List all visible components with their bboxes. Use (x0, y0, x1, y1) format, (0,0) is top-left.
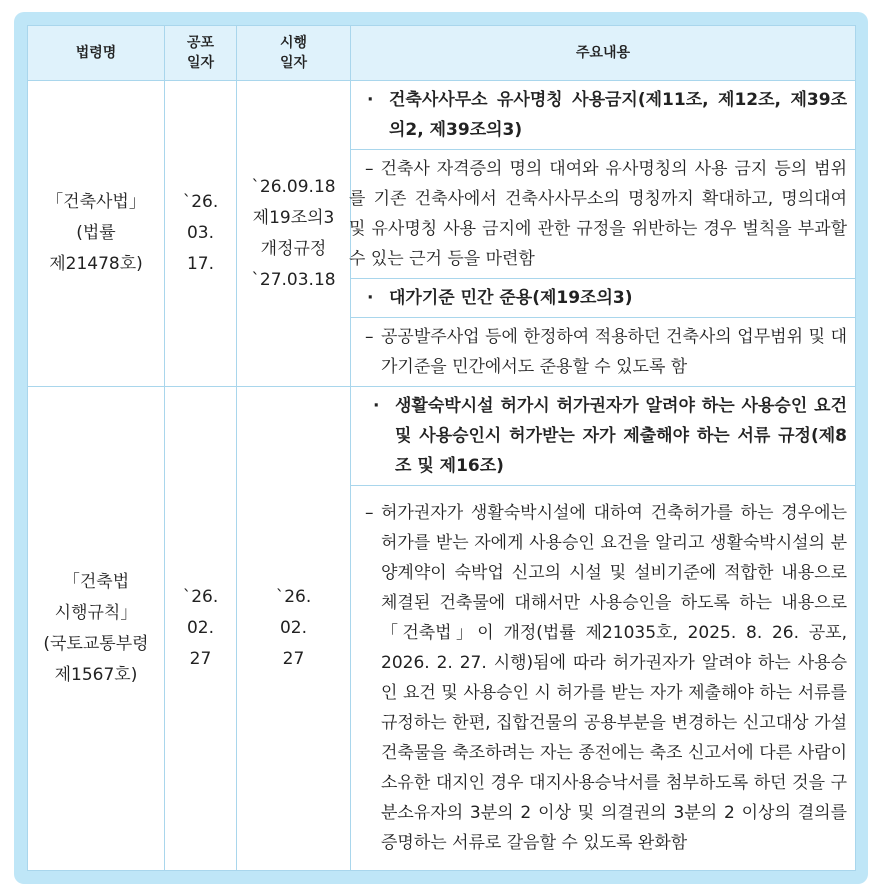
table-row (28, 387, 856, 486)
law-name-cell: 「건축법 시행규칙」 (국토교통부령 제1567호) (28, 387, 165, 871)
item-title: 생활숙박시설 허가시 허가권자가 알려야 하는 사용승인 요건 및 사용승인시 허가받는 자가 제출해야 하는 서류 규정(제8조 및 제16조) (395, 396, 847, 476)
table-row (28, 81, 856, 150)
content-detail-cell (351, 318, 856, 387)
item-title: 대가기준 민간 준용(제19조의3) (389, 288, 633, 308)
bullet-mark: · (367, 288, 374, 308)
table-frame (14, 12, 868, 884)
header-main-content: 주요내용 (351, 26, 856, 81)
promulgation-date-cell: `26. 02. 27 (165, 387, 237, 871)
promulgation-date-cell: `26. 03. 17. (165, 81, 237, 387)
law-revision-table (27, 25, 856, 871)
content-detail-cell (351, 150, 856, 279)
content-title-cell (351, 387, 856, 486)
bullet-mark: · (367, 90, 374, 110)
header-promulgation-date: 공포 일자 (165, 26, 237, 81)
header-effective-date: 시행 일자 (237, 26, 351, 81)
effective-date-cell: `26. 02. 27 (237, 387, 351, 871)
header-row (28, 26, 856, 81)
content-title-cell (351, 279, 856, 318)
item-detail: 허가권자가 생활숙박시설에 대하여 건축허가를 하는 경우에는 허가를 받는 자에게 사용승인 요건을 알리고 생활숙박시설의 분양계약이 숙박업 신고의 시설 및 설비기준에 적합한 내용으로 체결된 건축물에 대해서만 사용승인을 하도록 하는 내용으로 「건축법」이 개정(법률 제21035호, 2025. 8. 26. 공포, 2026. 2. 27. 시행)됨에 따라 허가권자가 알려야 하는 사용승인 요건 및 사용승인 시 허가를 받는 자가 제출해야 하는 서류를 규정하는 한편, 집합건물의 공용부분을 변경하는 신고대상 가설건축물을 축조하려는 자는 종전에는 축조 신고서에 다른 사람이 소유한 대지인 경우 대지사용승낙서를 첨부하도록 하던 것을 구분소유자의 3분의 2 이상 및 의결권의 3분의 2 이상의 결의를 증명하는 서류로 갈음할 수 있도록 완화함 (381, 503, 847, 853)
item-detail: 공공발주사업 등에 한정하여 적용하던 건축사의 업무범위 및 대가기준을 민간에서도 준용할 수 있도록 함 (381, 327, 847, 377)
law-name-cell: 「건축사법」 (법률 제21478호) (28, 81, 165, 387)
item-detail: – 건축사 자격증의 명의 대여와 유사명칭의 사용 금지 등의 범위를 기존 건축사에서 건축사사무소의 명칭까지 확대하고, 명의대여 및 유사명칭 사용 금지에 관한 규정을 위반하는 경우 벌칙을 부과할 수 있는 근거 등을 마련함 (349, 154, 847, 274)
header-law-name: 법령명 (28, 26, 165, 81)
item-title: 건축사사무소 유사명칭 사용금지(제11조, 제12조, 제39조의2, 제39조의3) (389, 90, 847, 140)
content-detail-cell (351, 486, 856, 871)
effective-date-cell: `26.09.18 제19조의3 개정규정 `27.03.18 (237, 81, 351, 387)
dash-mark: – (365, 327, 374, 347)
dash-mark: – (365, 503, 374, 523)
content-title-cell (351, 81, 856, 150)
bullet-mark: · (373, 396, 380, 416)
